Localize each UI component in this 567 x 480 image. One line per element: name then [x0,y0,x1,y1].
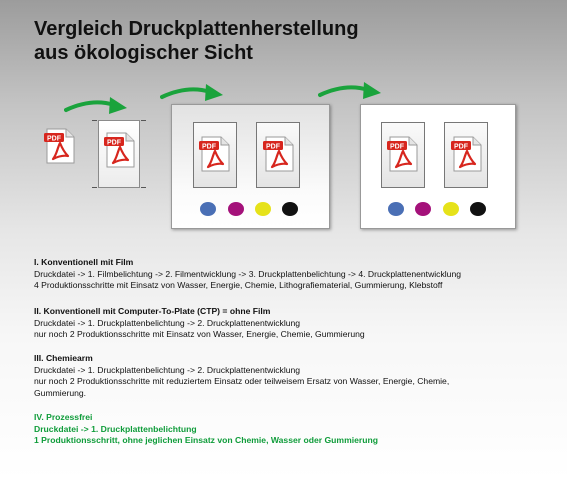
crop-mark [92,120,97,121]
green-arrow-icon [64,95,130,117]
crop-mark [92,187,97,188]
section-prozessfrei [34,412,378,447]
green-arrow-icon [318,80,384,102]
title-line-2: aus ökologischer Sicht [34,42,253,64]
section-line: 1 Produktionsschritt, ohne jeglichen Einsatz von Chemie, Wasser oder Gummierung [34,435,378,446]
green-arrow-icon [160,82,226,104]
ink-dot-black [282,202,298,216]
section-line: Druckdatei -> 1. Druckplattenbelichtung [34,423,197,434]
ink-dot-cyan [200,202,216,216]
pdf-label: PDF [202,143,216,151]
pdf-file-icon [104,132,136,168]
ink-dot-yellow [255,202,271,216]
section-heading: III. Chemiearm [34,353,93,363]
pdf-label: PDF [107,139,121,147]
pdf-label: PDF [390,143,404,151]
section-line: nur noch 2 Produktionsschritte mit reduziertem Einsatz oder teilweisem Ersatz von Wasser, Energie, Chemie, [34,376,450,387]
pdf-file-icon [199,136,231,172]
ink-dot-black [470,202,486,216]
section-heading: II. Konventionell mit Computer-To-Plate (CTP) = ohne Film [34,306,271,316]
section-line: nur noch 2 Produktionsschritte mit Einsatz von Wasser, Energie, Chemie, Gummierung [34,329,365,340]
ink-dot-cyan [388,202,404,216]
ink-dot-magenta [228,202,244,216]
crop-mark [141,120,146,121]
section-line: 4 Produktionsschritte mit Einsatz von Wasser, Energie, Chemie, Lithografiematerial, Gummierung, Klebstoff [34,280,443,291]
section-line: Druckdatei -> 1. Druckplattenbelichtung -> 2. Druckplattenentwicklung [34,317,301,328]
pdf-file-icon [263,136,295,172]
section-line: Gummierung. [34,388,87,399]
title-line-1: Vergleich Druckplattenherstellung [34,18,359,40]
pdf-file-icon [387,136,419,172]
section-heading: I. Konventionell mit Film [34,257,134,267]
ink-dot-yellow [443,202,459,216]
ink-dot-magenta [415,202,431,216]
pdf-label: PDF [454,143,468,151]
section-line: Druckdatei -> 1. Filmbelichtung -> 2. Filmentwicklung -> 3. Druckplattenbelichtung -> 4. Druckplattenentwicklung [34,268,462,279]
pdf-label: PDF [266,143,280,151]
section-chemiearm [34,353,449,400]
crop-mark [141,187,146,188]
pdf-file-icon [451,136,483,172]
pdf-file-icon [44,128,76,164]
section-line: Druckdatei -> 1. Druckplattenbelichtung -> 2. Druckplattenentwicklung [34,364,301,375]
section-heading: IV. Prozessfrei [34,412,93,422]
section-konventionell-film [34,257,461,292]
pdf-label: PDF [47,135,61,143]
page-title [34,17,359,65]
section-ctp [34,306,365,341]
